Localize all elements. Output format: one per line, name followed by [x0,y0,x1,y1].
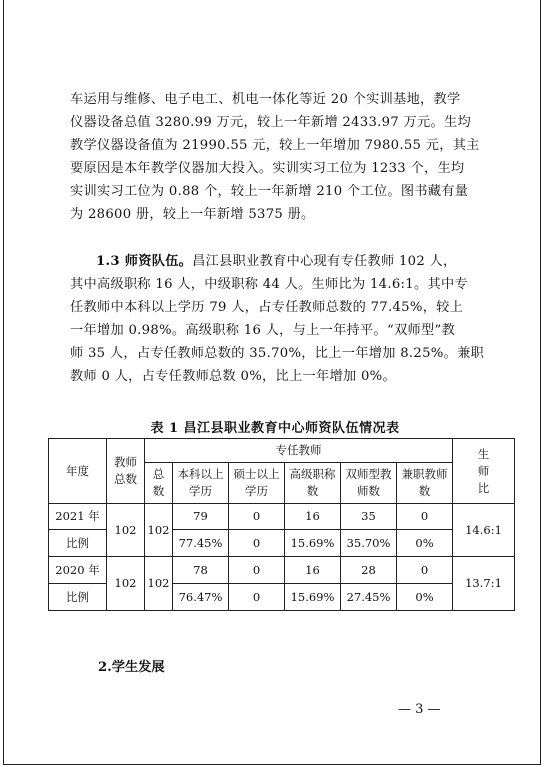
cell-part-time-ratio: 0% [397,530,453,557]
section-heading-1-3: 1.3 师资队伍。 [96,254,193,269]
cell-bachelor-ratio: 76.47% [173,584,229,611]
text-line: 为 28600 册，较上一年新增 5375 册。 [70,207,315,222]
text-line: 师 35 人，占专任教师总数的 35.70%，比上一年增加 8.25%。兼职 [70,346,485,361]
cell-bachelor-ratio: 77.45% [173,530,229,557]
text-line: 任教师中本科以上学历 79 人，占专任教师总数的 77.45%，较上 [70,300,464,315]
header-full-time-group: 专任教师 [145,439,453,463]
header-row-1 [49,439,515,463]
cell-master: 0 [229,504,285,530]
text-line: 要原因是本年教学仪器加大投入。实训实习工位为 1233 个，生均 [70,161,465,176]
header-year: 年度 [49,439,107,504]
page-number: — 3 — [398,702,441,717]
cell-full-time-total: 102 [145,504,173,557]
table-row-2020-count [49,557,515,584]
cell-year: 2020 年 [49,557,107,584]
cell-master-ratio: 0 [229,584,285,611]
cell-dual-teacher-ratio: 27.45% [341,584,397,611]
cell-year: 2021 年 [49,504,107,530]
table-caption: 表 1 昌江县职业教育中心师资队伍情况表 [150,421,400,436]
cell-part-time-ratio: 0% [397,584,453,611]
cell-part-time: 0 [397,504,453,530]
header-teacher-total: 教师总数 [107,439,145,504]
cell-teacher-total: 102 [107,557,145,611]
cell-bachelor: 79 [173,504,229,530]
text-run: 昌江县职业教育中心现有专任教师 102 人， [192,254,457,269]
section-heading-student-development: 2.学生发展 [98,660,165,675]
text-line: 仪器设备总值 3280.99 万元，较上一年新增 2433.97 万元。生均 [70,115,471,130]
header-master: 硕士以上学历 [229,463,285,504]
cell-student-teacher-ratio: 13.7:1 [453,557,515,611]
cell-dual-teacher: 35 [341,504,397,530]
header-student-teacher-ratio: 生师比 [453,439,515,504]
cell-dual-teacher-ratio: 35.70% [341,530,397,557]
teaching-staff-table [48,438,515,611]
cell-full-time-total: 102 [145,557,173,611]
cell-student-teacher-ratio: 14.6:1 [453,504,515,557]
header-senior-title: 高级职称 数 [285,463,341,504]
text-line: 实训实习工位为 0.88 个，较上一年新增 210 个工位。图书藏有量 [70,184,469,199]
header-dual-teacher: 双师型教师数 [341,463,397,504]
cell-ratio-label: 比例 [49,530,107,557]
header-full-time-total: 总数 [145,463,173,504]
header-bachelor: 本科以上学历 [173,463,229,504]
text-line: 其中高级职称 16 人，中级职称 44 人。生师比为 14.6:1。其中专 [70,277,468,292]
text-line: 车运用与维修、电子电工、机电一体化等近 20 个实训基地，教学 [70,92,461,107]
text-line [70,250,480,273]
paragraph-facilities [70,88,480,226]
cell-dual-teacher: 28 [341,557,397,584]
cell-teacher-total: 102 [107,504,145,557]
cell-senior-title: 16 [285,504,341,530]
table-row-2021-count [49,504,515,530]
cell-senior-title-ratio: 15.69% [285,530,341,557]
cell-senior-title: 16 [285,557,341,584]
cell-senior-title-ratio: 15.69% [285,584,341,611]
text-line: 教学仪器设备值为 21990.55 元，较上一年增加 7980.55 元，其主 [70,138,480,153]
text-line: 一年增加 0.98%。高级职称 16 人，与上一年持平。“双师型”教 [70,323,456,338]
header-part-time: 兼职教师数 [397,463,453,504]
paragraph-teaching-staff [70,250,485,388]
cell-ratio-label: 比例 [49,584,107,611]
cell-bachelor: 78 [173,557,229,584]
text-line: 教师 0 人，占专任教师总数 0%，比上一年增加 0%。 [70,369,396,384]
cell-part-time: 0 [397,557,453,584]
cell-master: 0 [229,557,285,584]
cell-master-ratio: 0 [229,530,285,557]
